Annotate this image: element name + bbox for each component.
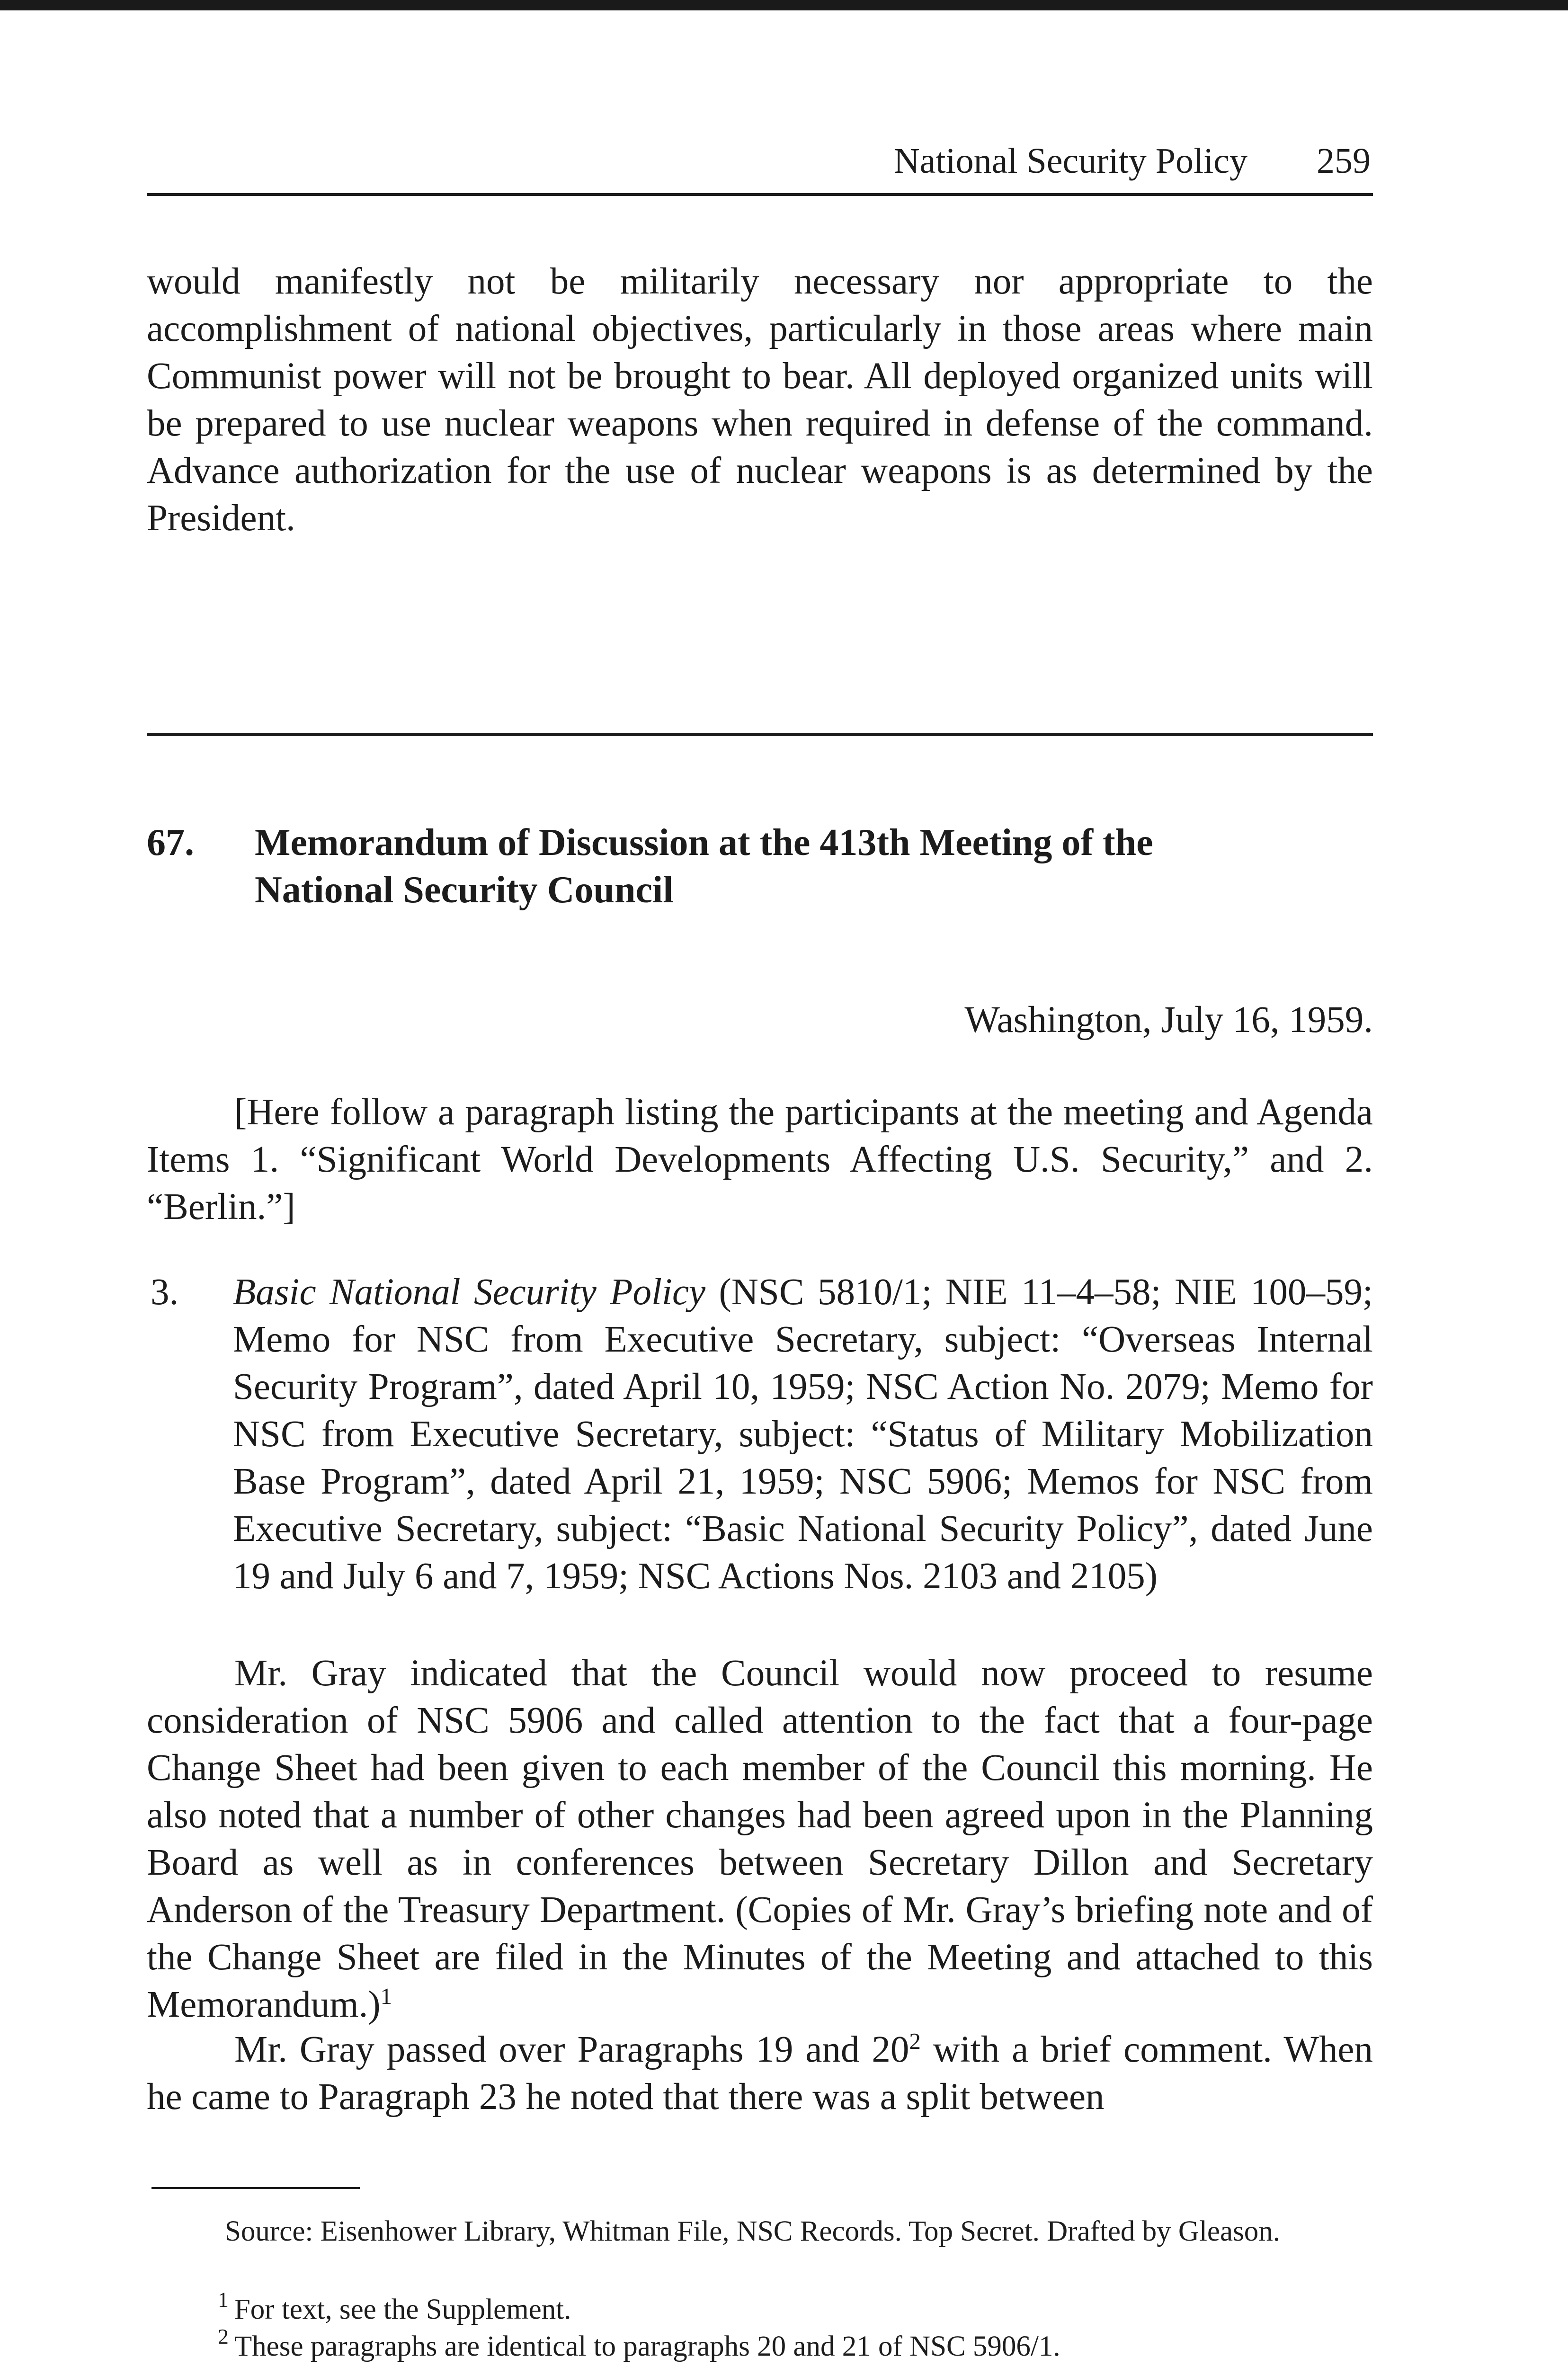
document-number: 67. (147, 822, 194, 863)
continued-paragraph: would manifestly not be militarily necessary nor appropriate to the accomplishment of national objectives, particularly in those areas where main Communist power will not be brought to bear. All deployed organized units will be prepared to use nuclear weapons when required in defense of the command. Advance authorization for the use of nuclear weapons is as determined by the President. (147, 261, 1373, 539)
footnote (218, 2324, 1373, 2365)
footnote-mark: 2 (218, 2324, 229, 2349)
page-number: 259 (1317, 141, 1371, 181)
agenda-item (233, 1269, 1373, 1600)
document-title: Memorandum of Discussion at the 413th Meeting of the National Security Council (255, 822, 1153, 911)
body-paragraph-text: Mr. Gray indicated that the Council would now proceed to resume consideration of NSC 5906 and called attention to the fact that a four-page Change Sheet had been given to each member of the Council this morning. He also noted that a number of other changes had been agreed upon in the Planning Board as well as in conferences between Secretary Dillon and Secretary Anderson of the Treasury Department. (Copies of Mr. Gray’s briefing note and of the Change Sheet are filed in the Minutes of the Meeting and attached to this Memorandum.) (147, 1653, 1373, 2025)
body-paragraph (147, 2026, 1373, 2121)
body-paragraph-text: with a brief comment. When he came to Paragraph 23 he noted that there was a split between (147, 2029, 1373, 2118)
editorial-note: [Here follow a paragraph listing the participants at the meeting and Agenda Items 1. “Significant World Developments Affecting U.S. Security,” and 2. “Berlin.”] (147, 1092, 1373, 1228)
body-paragraph-text: Mr. Gray passed over Paragraphs 19 and 20 (234, 2029, 909, 2070)
footnote-text: For text, see the Supplement. (234, 2294, 571, 2325)
agenda-item-title: Basic National Security Policy (233, 1272, 706, 1313)
footnote-mark: 1 (218, 2287, 229, 2312)
footnote (218, 2287, 1373, 2328)
agenda-item-number: 3. (151, 1272, 179, 1313)
running-head (147, 137, 1373, 194)
footnote-rule (151, 2187, 360, 2189)
footnote-reference: 1 (380, 1983, 392, 2010)
source-note: Source: Eisenhower Library, Whitman File, NSC Records. Top Secret. Drafted by Gleason. (225, 2216, 1281, 2247)
footnote-reference: 2 (909, 2028, 921, 2055)
header-rule (147, 193, 1373, 196)
dateline: Washington, July 16, 1959. (964, 999, 1373, 1041)
footnote-text: These paragraphs are identical to paragraphs 20 and 21 of NSC 5906/1. (234, 2331, 1060, 2362)
body-paragraph (147, 1650, 1373, 2029)
section-divider (147, 733, 1373, 736)
running-head-title: National Security Policy (893, 141, 1247, 181)
agenda-item-references: (NSC 5810/1; NIE 11–4–58; NIE 100–59; Memo for NSC from Executive Secretary, subject: “Overseas Internal Security Program”, dated April 10, 1959; NSC Action No. 2079; Memo for NSC from Executive Secretary, subject: “Status of Military Mobilization Base Program”, dated April 21, 1959; NSC 5906; Memos for NSC from Executive Secretary, subject: “Basic National Security Policy”, dated June 19 and July 6 and 7, 1959; NSC Actions Nos. 2103 and 2105) (233, 1272, 1373, 1597)
document-page (147, 0, 1373, 2367)
